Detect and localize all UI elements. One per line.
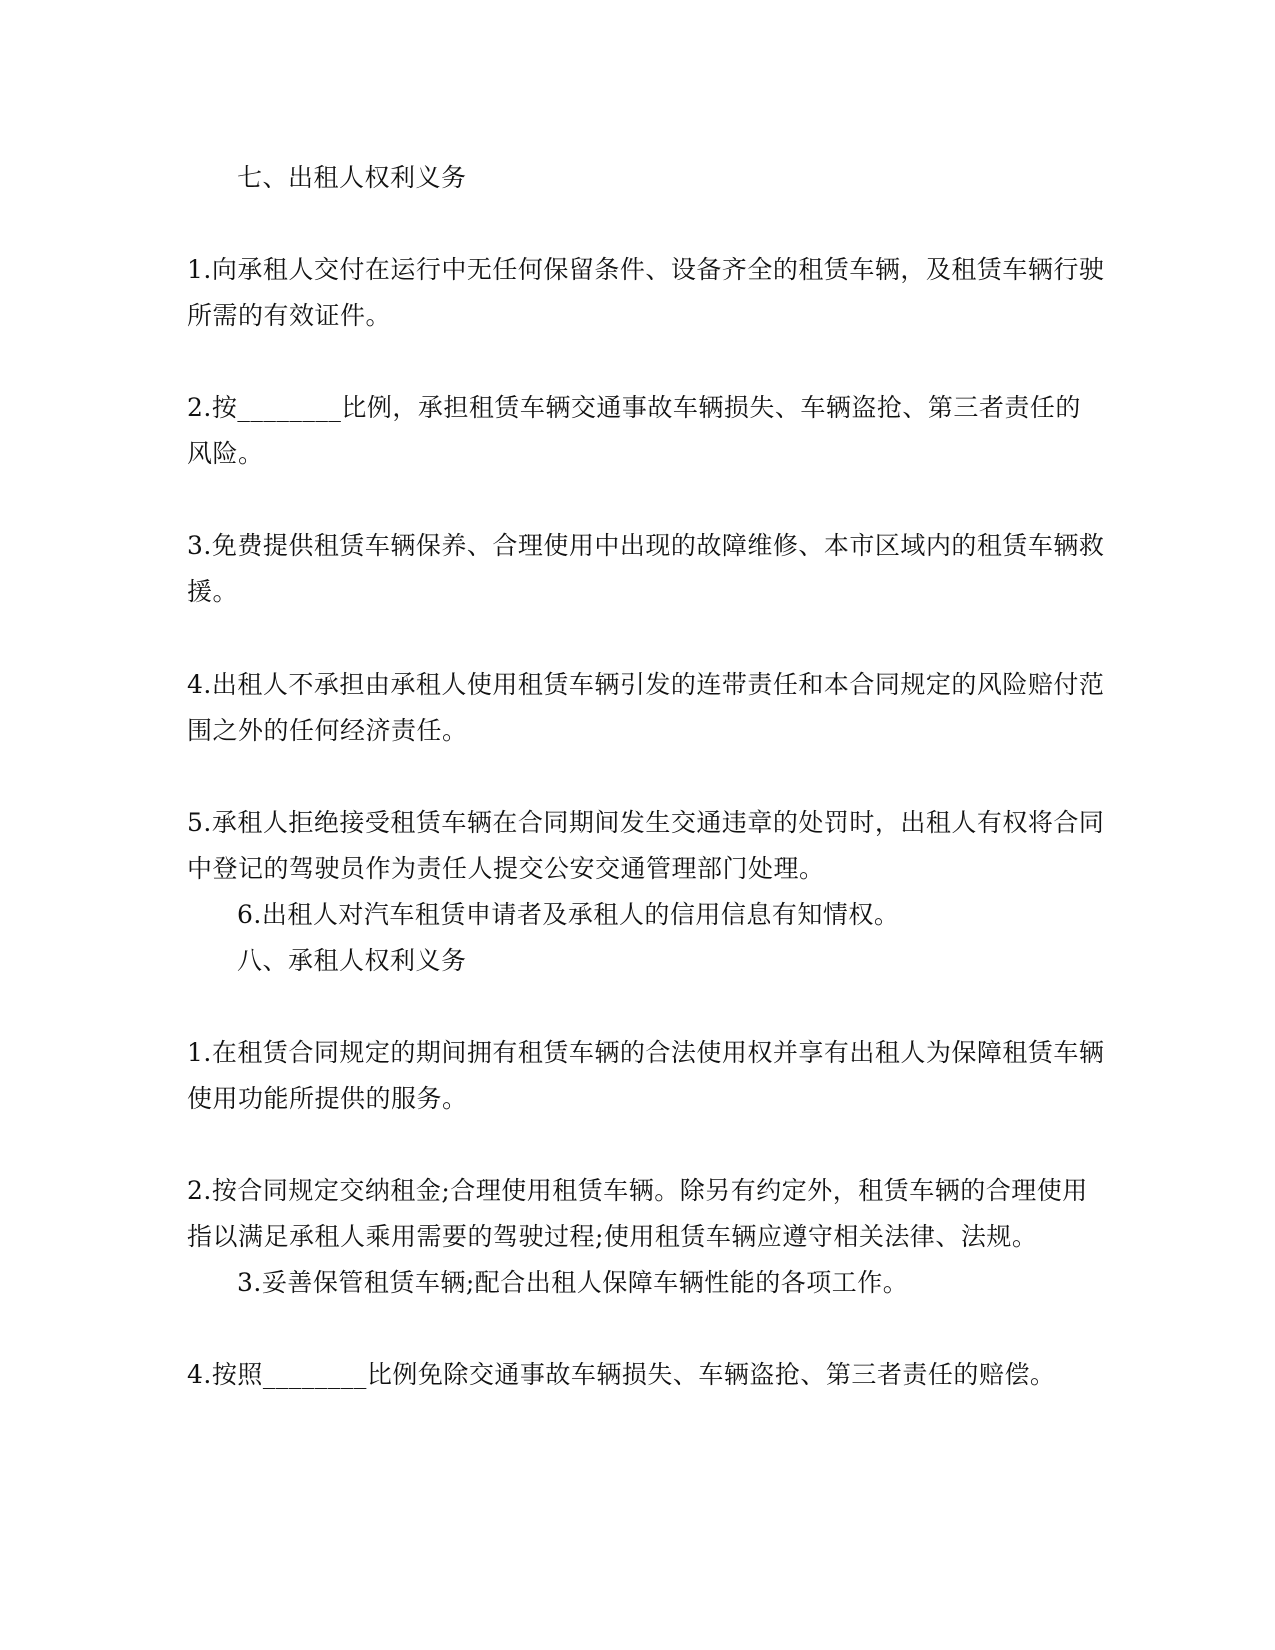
lessee-item-4: 4.按照________比例免除交通事故车辆损失、车辆盗抢、第三者责任的赔偿。 <box>187 1360 1056 1389</box>
lessor-item-3-line-1: 3.免费提供租赁车辆保养、合理使用中出现的故障维修、本市区域内的租赁车辆救 <box>187 531 1105 560</box>
lessor-item-2-line-1: 2.按________比例，承担租赁车辆交通事故车辆损失、车辆盗抢、第三者责任的 <box>187 393 1081 422</box>
lessee-item-2-line-1: 2.按合同规定交纳租金;合理使用租赁车辆。除另有约定外，租赁车辆的合理使用 <box>187 1176 1088 1205</box>
lessor-item-1-line-2: 所需的有效证件。 <box>187 301 392 330</box>
lessor-item-2-line-2: 风险。 <box>187 439 264 468</box>
lessee-item-3: 3.妥善保管租赁车辆;配合出租人保障车辆性能的各项工作。 <box>237 1268 909 1297</box>
lessor-item-1-line-1: 1.向承租人交付在运行中无任何保留条件、设备齐全的租赁车辆，及租赁车辆行驶 <box>187 255 1105 284</box>
lessor-item-4-line-2: 围之外的任何经济责任。 <box>187 716 468 745</box>
lessee-item-1-line-1: 1.在租赁合同规定的期间拥有租赁车辆的合法使用权并享有出租人为保障租赁车辆 <box>187 1038 1105 1067</box>
lessee-item-2-line-2: 指以满足承租人乘用需要的驾驶过程;使用租赁车辆应遵守相关法律、法规。 <box>187 1222 1038 1251</box>
section-heading-lessee-rights: 八、承租人权利义务 <box>237 946 467 975</box>
lessor-item-5-line-2: 中登记的驾驶员作为责任人提交公安交通管理部门处理。 <box>187 854 825 883</box>
lessor-item-6: 6.出租人对汽车租赁申请者及承租人的信用信息有知情权。 <box>237 900 900 929</box>
lessee-item-1-line-2: 使用功能所提供的服务。 <box>187 1084 468 1113</box>
section-heading-lessor-rights: 七、出租人权利义务 <box>237 163 467 192</box>
lessor-item-5-line-1: 5.承租人拒绝接受租赁车辆在合同期间发生交通违章的处罚时，出租人有权将合同 <box>187 808 1105 837</box>
lessor-item-4-line-1: 4.出租人不承担由承租人使用租赁车辆引发的连带责任和本合同规定的风险赔付范 <box>187 670 1105 699</box>
lessor-item-3-line-2: 援。 <box>187 577 239 606</box>
